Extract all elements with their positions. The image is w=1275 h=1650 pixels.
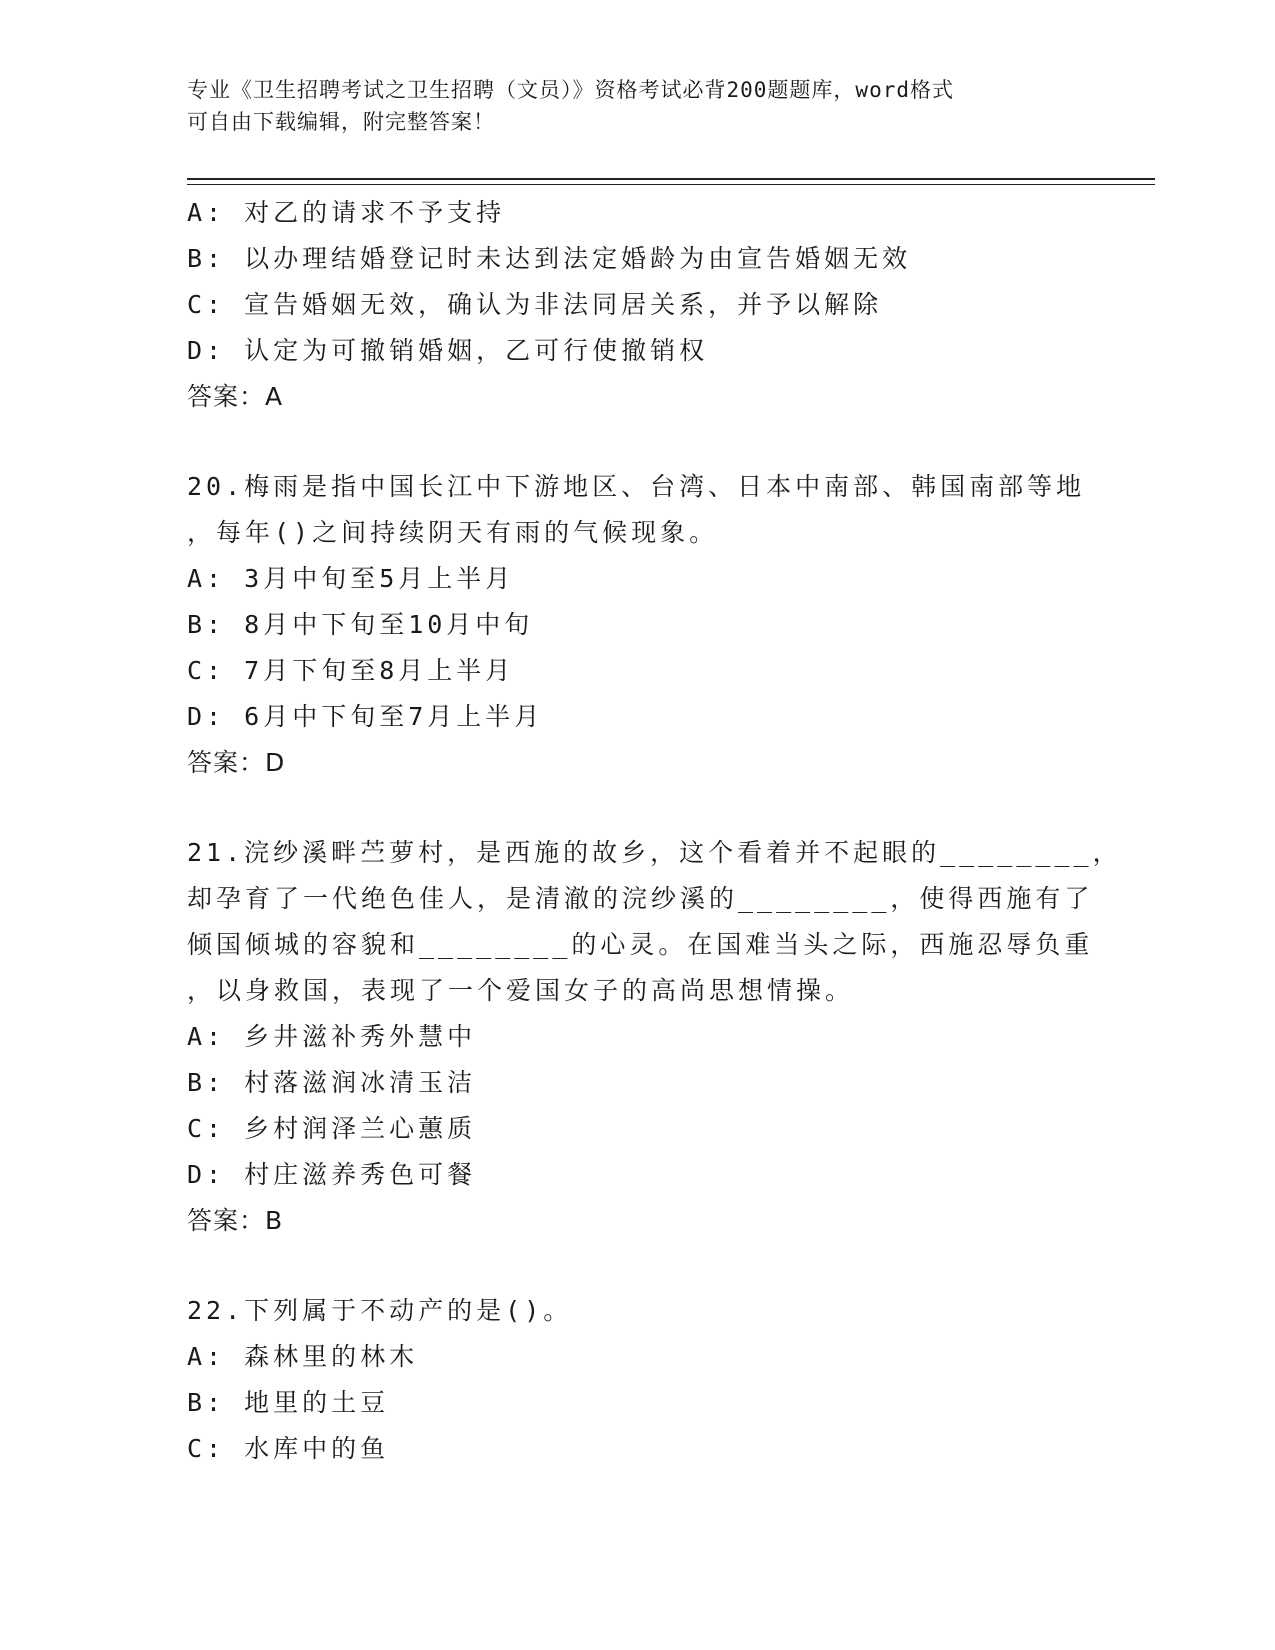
header-divider-thin (187, 184, 1155, 185)
answer: 答案：B (187, 1206, 284, 1235)
question-list (187, 190, 1147, 1472)
question-22 (187, 1288, 1147, 1472)
option-d: D: 6月中下旬至7月上半月 (187, 702, 544, 731)
question-text-line: ，每年()之间持续阴天有雨的气候现象。 (187, 518, 719, 547)
option-a: A: 森林里的林木 (187, 1342, 419, 1371)
option-a: A: 乡井滋补秀外慧中 (187, 1022, 477, 1051)
header-line-1: 专业《卫生招聘考试之卫生招聘（文员）》资格考试必背200题题库，word格式 (187, 78, 954, 102)
spacer (187, 786, 1147, 830)
header-divider-thick (187, 178, 1155, 180)
answer: 答案：D (187, 748, 286, 777)
header-line-2: 可自由下载编辑，附完整答案！ (187, 110, 495, 134)
question-text-line: ，以身救国，表现了一个爱国女子的高尚思想情操。 (187, 976, 855, 1005)
option-c: C: 乡村润泽兰心蕙质 (187, 1114, 477, 1143)
option-b: B: 村落滋润冰清玉洁 (187, 1068, 477, 1097)
option-c: C: 水库中的鱼 (187, 1434, 390, 1463)
question-text-line: 21.浣纱溪畔苎萝村，是西施的故乡，这个看着并不起眼的________， (187, 838, 1122, 867)
option-b: B: 8月中下旬至10月中旬 (187, 610, 534, 639)
option-a: A: 3月中旬至5月上半月 (187, 564, 515, 593)
option-c: C: 宣告婚姻无效，确认为非法同居关系，并予以解除 (187, 290, 883, 319)
spacer (187, 420, 1147, 464)
option-b: B: 地里的土豆 (187, 1388, 390, 1417)
option-c: C: 7月下旬至8月上半月 (187, 656, 515, 685)
question-text-line: 20.梅雨是指中国长江中下游地区、台湾、日本中南部、韩国南部等地 (187, 472, 1086, 501)
question-text-line: 22.下列属于不动产的是()。 (187, 1296, 573, 1325)
option-d: D: 认定为可撤销婚姻，乙可行使撤销权 (187, 336, 709, 365)
spacer (187, 1244, 1147, 1288)
document-header (187, 74, 1087, 138)
option-a: A: 对乙的请求不予支持 (187, 198, 506, 227)
question-20 (187, 464, 1147, 786)
question-19 (187, 190, 1147, 420)
question-text-line: 倾国倾城的容貌和________的心灵。在国难当头之际，西施忍辱负重 (187, 930, 1094, 959)
question-text-line: 却孕育了一代绝色佳人，是清澈的浣纱溪的________，使得西施有了 (187, 884, 1094, 913)
option-b: B: 以办理结婚登记时未达到法定婚龄为由宣告婚姻无效 (187, 244, 912, 273)
question-21 (187, 830, 1147, 1244)
answer: 答案：A (187, 382, 284, 411)
option-d: D: 村庄滋养秀色可餐 (187, 1160, 477, 1189)
